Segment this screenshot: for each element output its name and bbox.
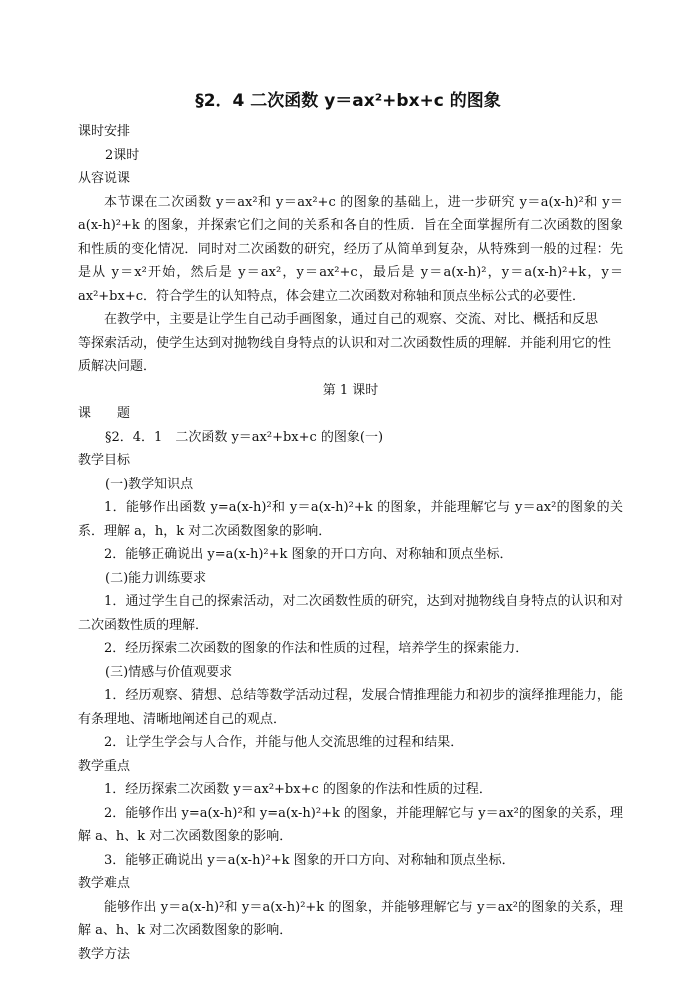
text-line: (三)情感与价值观要求 [105,664,233,680]
text-line: 本节课在二次函数 y＝ax²和 y＝ax²+c 的图象的基础上，进一步研究 y＝a(x-h)²和 y＝a(x-h)²+k 的图象，并探索它们之间的关系和各自的性质．旨在全面掌握所有二次函数的图象和性质的变化情况．同时对二次函数的研究，经历了从简单到复杂，从特殊到一般的过程：先是从 y＝x²开始，然后是 y＝ax²，y＝ax²+c，最后是 y＝a(x-h)²，y＝a(x-h)²+k，y＝ax²+bx+c．符合学生的认知特点，体会建立二次函数对称轴和顶点坐标公式的必要性． [78,194,623,304]
text-line: 能够作出 y＝a(x-h)²和 y＝a(x-h)²+k 的图象，并能够理解它与 y＝ax²的图象的关系，理解 a、h、k 对二次函数图象的影响． [78,899,623,938]
text-line: 1．经历观察、猜想、总结等数学活动过程，发展合情推理能力和初步的演绎推理能力，能有条理地、清晰地阐述自己的观点． [78,688,623,727]
text-line: 1．经历探索二次函数 y＝ax²+bx+c 的图象的作法和性质的过程． [104,782,492,797]
text-line: 2．能够正确说出 y=a(x-h)²+k 图象的开口方向、对称轴和顶点坐标． [104,547,513,562]
text-line: 等探索活动，使学生达到对抛物线自身特点的认识和对二次函数性质的理解．并能利用它的性质解决问题． [78,335,612,374]
page-title: §2．4 二次函数 y＝ax²+bx+c 的图象 [195,91,501,111]
text-line: 2．经历探索二次函数的图象的作法和性质的过程，培养学生的探索能力． [104,641,529,656]
text-line: 在教学中，主要是让学生自己动手画图象，通过自己的观察、交流、对比、概括和反思 [104,312,599,327]
text-line: §2．4．1 二次函数 y＝ax²+bx+c 的图象(一) [105,429,384,445]
text-line: 2．让学生学会与人合作，并能与他人交流思维的过程和结果． [104,735,464,750]
text-line: 课 题 [78,406,131,421]
text-line: 教学目标 [78,453,131,468]
text-line: 教学重点 [78,758,131,774]
text-line: 3．能够正确说出 y＝a(x-h)²+k 图象的开口方向、对称轴和顶点坐标． [104,852,515,868]
text-line: 2．能够作出 y=a(x-h)²和 y=a(x-h)²+k 的图象，并能理解它与 y＝ax²的图象的关系，理解 a、h、k 对二次函数图象的影响． [78,805,623,844]
text-line: 教学方法 [78,946,131,962]
text-line: 1．能够作出函数 y=a(x-h)²和 y＝a(x-h)²+k 的图象，并能理解它与 y＝ax²的图象的关系．理解 a，h，k 对二次函数图象的影响． [78,500,623,539]
document-body [78,120,623,966]
text-line: 1．通过学生自己的探索活动，对二次函数性质的研究，达到对抛物线自身特点的认识和对二次函数性质的理解． [78,594,623,633]
text-line: 教学难点 [78,876,131,891]
text-line: 2课时 [105,147,140,163]
text-line: 第 1 课时 [322,382,379,398]
text-line: 课时安排 [78,124,131,139]
text-line: (一)教学知识点 [105,476,194,492]
text-line: (二)能力训练要求 [105,570,207,586]
text-line: 从容说课 [78,171,131,186]
